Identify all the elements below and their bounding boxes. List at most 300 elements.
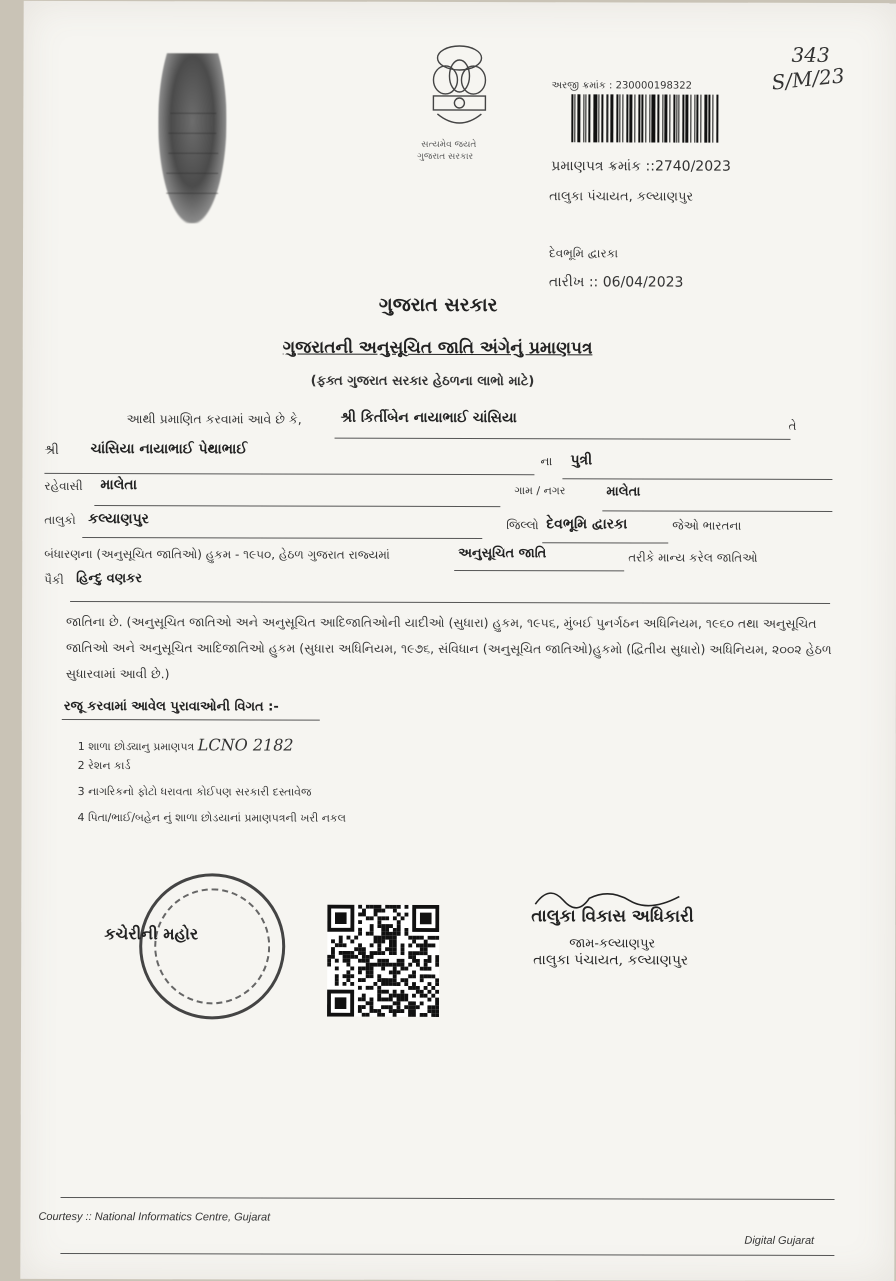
qr-module xyxy=(377,1013,381,1017)
qr-module xyxy=(412,951,416,955)
qr-module xyxy=(362,978,366,982)
barcode-bar xyxy=(708,95,710,143)
qr-module xyxy=(335,978,339,982)
qr-module xyxy=(428,955,432,959)
qr-module xyxy=(331,955,335,959)
national-emblem xyxy=(415,42,503,164)
barcode-bar xyxy=(641,94,643,142)
qr-module xyxy=(381,936,385,940)
qr-module xyxy=(385,990,389,994)
qr-module xyxy=(385,932,389,936)
barcode-bar xyxy=(669,95,670,143)
qr-module xyxy=(431,974,435,978)
qr-module xyxy=(366,970,370,974)
qr-module xyxy=(358,967,362,971)
signatory-office: તાલુકા પંચાયત, કલ્યાણપુર xyxy=(533,952,688,968)
qr-module xyxy=(335,943,339,947)
district-line xyxy=(542,542,668,543)
caste-value: હિન્દુ વણકર xyxy=(76,571,142,586)
qr-module xyxy=(377,920,381,924)
qr-module xyxy=(362,1013,366,1017)
qr-module xyxy=(385,978,389,982)
qr-module xyxy=(370,943,374,947)
qr-module xyxy=(389,932,393,936)
barcode-bar xyxy=(598,94,599,142)
qr-module xyxy=(412,936,416,940)
india-label: જેઓ ભારતના xyxy=(672,519,741,534)
qr-module xyxy=(358,947,362,951)
qr-module xyxy=(346,970,350,974)
qr-module xyxy=(327,955,331,959)
qr-module xyxy=(393,932,397,936)
qr-module xyxy=(416,944,420,948)
qr-module xyxy=(389,998,393,1002)
shri-label: શ્રી xyxy=(44,443,58,458)
qr-module xyxy=(408,951,412,955)
qr-module xyxy=(420,951,424,955)
qr-module xyxy=(370,967,374,971)
qr-module xyxy=(354,955,358,959)
qr-module xyxy=(400,978,404,982)
qr-module xyxy=(431,944,435,948)
qr-module xyxy=(377,909,381,913)
emblem-icon xyxy=(415,42,503,142)
qr-module xyxy=(420,936,424,940)
qr-module xyxy=(370,974,374,978)
evidence-item-number: 1 xyxy=(78,740,85,753)
qr-module xyxy=(416,936,420,940)
qr-module xyxy=(404,994,408,998)
qr-module xyxy=(381,916,385,920)
qr-module xyxy=(412,1009,416,1013)
qr-module xyxy=(350,967,354,971)
qr-module xyxy=(381,982,385,986)
qr-module xyxy=(397,970,401,974)
qr-module xyxy=(381,1005,385,1009)
taluka-line xyxy=(82,537,482,539)
signatory-title: તાલુકા વિકાસ અધિકારી xyxy=(531,906,694,926)
taluka-value: કલ્યાણપુર xyxy=(88,511,149,527)
qr-module xyxy=(346,955,350,959)
qr-module xyxy=(370,951,374,955)
qr-module xyxy=(362,994,366,998)
qr-module xyxy=(362,947,366,951)
qr-module xyxy=(412,940,416,944)
qr-module xyxy=(397,1005,401,1009)
qr-module xyxy=(346,974,350,978)
qr-module xyxy=(389,1005,393,1009)
qr-module xyxy=(350,955,354,959)
qr-module xyxy=(435,1001,439,1005)
qr-module xyxy=(428,974,432,978)
qr-module xyxy=(408,1005,412,1009)
qr-module xyxy=(431,936,435,940)
qr-module xyxy=(339,936,343,940)
qr-module xyxy=(393,947,397,951)
qr-module xyxy=(358,986,362,990)
qr-module xyxy=(397,905,401,909)
qr-module xyxy=(366,959,370,963)
qr-module xyxy=(393,1001,397,1005)
qr-module xyxy=(404,967,408,971)
qr-module xyxy=(366,1001,370,1005)
qr-module xyxy=(408,986,412,990)
qr-module xyxy=(428,982,432,986)
qr-module xyxy=(358,1009,362,1013)
qr-module xyxy=(424,1013,428,1017)
evidence-item-text: પિતા/ભાઈ/બહેન નું શાળા છોડયાનાં પ્રમાણપત્રની ખરી નકલ xyxy=(88,811,346,825)
barcode-bar xyxy=(571,94,573,142)
qr-module xyxy=(381,924,385,928)
qr-module xyxy=(416,990,420,994)
qr-module xyxy=(416,951,420,955)
qr-module xyxy=(385,916,389,920)
qr-module xyxy=(412,971,416,975)
qr-module xyxy=(377,978,381,982)
legal-paragraph: જાતિના છે. (અનુસૂચિત જાતિઓ અને અનુસૂચિત આદિજાતિઓની યાદીઓ (સુધારા) હુકમ, ૧૯૫૬, મુંબઈ પુનર્ગઠન અધિનિયમ, ૧૯૬૦ તથા અનુસૂચિત જાતિઓ અને અનુસૂચિત આદિજાતિઓ હુકમ (સુધારા અધિનિયમ, ૧૯૭૬, સંવિધાન (અનુસૂચિત જાતિઓ)હુકમો (દ્વિતીય સુધારો) અધિનિયમ, ૨૦૦૨ હેઠળ સુધારવામાં આવી છે.) xyxy=(66,609,856,689)
qr-module xyxy=(393,928,397,932)
qr-module xyxy=(405,905,409,909)
qr-module xyxy=(374,936,378,940)
qr-module xyxy=(397,1001,401,1005)
evidence-item-text: નાગરિકનો ફોટો ધરાવતા કોઈપણ સરકારી દસ્તાવેજ xyxy=(88,785,311,799)
applicant-name-line xyxy=(335,438,791,440)
qr-module xyxy=(420,978,424,982)
qr-module xyxy=(370,1001,374,1005)
qr-module xyxy=(428,959,432,963)
barcode-bar xyxy=(620,94,621,142)
qr-module xyxy=(424,986,428,990)
qr-module xyxy=(377,947,381,951)
qr-module xyxy=(389,905,393,909)
qr-module xyxy=(381,909,385,913)
qr-module xyxy=(354,947,358,951)
qr-module xyxy=(393,1009,397,1013)
qr-module xyxy=(427,1005,431,1009)
qr-module xyxy=(401,967,405,971)
qr-module xyxy=(397,998,401,1002)
qr-module xyxy=(366,955,370,959)
qr-module xyxy=(393,978,397,982)
qr-module xyxy=(389,963,393,967)
application-number-value: 230000198322 xyxy=(616,80,692,91)
evidence-item xyxy=(78,811,347,826)
certificate-number-label: પ્રમાણપત્ર ક્રમાંક xyxy=(551,158,641,174)
qr-module xyxy=(389,936,393,940)
qr-module xyxy=(385,982,389,986)
qr-module xyxy=(346,951,350,955)
qr-module xyxy=(408,974,412,978)
qr-module xyxy=(358,932,362,936)
qr-module xyxy=(358,951,362,955)
qr-module xyxy=(385,928,389,932)
qr-module xyxy=(381,959,385,963)
qr-module xyxy=(424,959,428,963)
qr-module xyxy=(404,928,408,932)
qr-module xyxy=(374,905,378,909)
qr-module xyxy=(408,1013,412,1017)
qr-module xyxy=(335,982,339,986)
village-value: માલેતા xyxy=(606,484,640,499)
qr-module xyxy=(420,990,424,994)
qr-module xyxy=(431,1005,435,1009)
resident-value: માલેતા xyxy=(100,477,137,493)
qr-module xyxy=(377,951,381,955)
evidence-item-number: 2 xyxy=(78,759,85,772)
qr-module xyxy=(405,913,409,917)
qr-module xyxy=(416,959,420,963)
qr-module xyxy=(335,966,339,970)
barcode-bar xyxy=(577,94,580,142)
village-line xyxy=(602,510,832,512)
qr-module xyxy=(393,994,397,998)
qr-module xyxy=(401,951,405,955)
evidence-item-number: 3 xyxy=(78,785,85,798)
qr-module xyxy=(435,990,439,994)
qr-module xyxy=(335,912,347,924)
qr-module xyxy=(370,905,374,909)
qr-module xyxy=(370,928,374,932)
qr-module xyxy=(397,932,401,936)
qr-module xyxy=(420,967,424,971)
certificate-number-value: ::2740/2023 xyxy=(646,158,731,174)
qr-module xyxy=(377,986,381,990)
barcode-bar xyxy=(697,95,699,143)
qr-module xyxy=(335,997,347,1009)
qr-module xyxy=(331,947,335,951)
qr-module xyxy=(358,997,362,1001)
applicant-name: શ્રી કિર્તીબેન નાયાભાઈ ચાંસિયા xyxy=(341,410,517,426)
qr-module xyxy=(373,1009,377,1013)
qr-module xyxy=(346,959,350,963)
barcode-bar xyxy=(638,94,640,142)
qr-module xyxy=(362,1005,366,1009)
emblem-caption-motto: સત્યમેવ જયતે xyxy=(421,140,476,150)
qr-module xyxy=(358,920,362,924)
resident-line xyxy=(94,505,500,507)
qr-module xyxy=(435,998,439,1002)
qr-module xyxy=(431,986,435,990)
father-name: ચાંસિયા નાયાભાઈ પેથાભાઈ xyxy=(90,441,247,457)
qr-module xyxy=(389,951,393,955)
qr-module xyxy=(377,940,381,944)
barcode-bar xyxy=(676,95,677,143)
qr-module xyxy=(377,990,381,994)
recognized-text: તરીકે માન્ય કરેલ જાતિઓ xyxy=(628,550,757,565)
signatory-stamp-line: જામ-કલ્યાણપુર xyxy=(569,936,655,951)
qr-module xyxy=(397,928,401,932)
qr-module xyxy=(435,936,439,940)
district-label: જિલ્લો xyxy=(506,518,538,533)
qr-module xyxy=(408,963,412,967)
among-label: પૈકી xyxy=(44,573,64,588)
qr-module xyxy=(343,951,347,955)
qr-module xyxy=(424,940,428,944)
qr-module xyxy=(424,967,428,971)
qr-module xyxy=(389,940,393,944)
qr-module xyxy=(389,947,393,951)
qr-module xyxy=(377,1009,381,1013)
qr-module xyxy=(424,951,428,955)
barcode-bar xyxy=(611,94,614,142)
issuer-office: તાલુકા પંચાયત, કલ્યાણપુર xyxy=(549,189,693,204)
qr-module xyxy=(381,928,385,932)
barcode-bar xyxy=(679,95,680,143)
qr-module xyxy=(431,1009,435,1013)
qr-module xyxy=(420,947,424,951)
qr-module xyxy=(377,997,381,1001)
issuer-district: દેવભૂમિ દ્વારકા xyxy=(549,246,618,261)
qr-module xyxy=(350,974,354,978)
barcode-bar xyxy=(662,95,663,143)
qr-module xyxy=(358,959,362,963)
qr-module xyxy=(393,905,397,909)
qr-module xyxy=(381,990,385,994)
barcode-bar xyxy=(588,94,590,142)
evidence-item-text: રેશન કાર્ડ xyxy=(88,759,130,772)
qr-module xyxy=(362,955,366,959)
qr-module xyxy=(435,1013,439,1017)
barcode-bar xyxy=(629,94,632,142)
qr-module xyxy=(401,916,405,920)
caste-category: અનુસૂચિત જાતિ xyxy=(458,546,546,561)
qr-module xyxy=(370,1009,374,1013)
qr-module xyxy=(385,924,389,928)
qr-module xyxy=(435,959,439,963)
qr-module xyxy=(370,970,374,974)
evidence-item-handwriting: LCNO 2182 xyxy=(198,735,294,754)
qr-module xyxy=(412,955,416,959)
qr-module xyxy=(339,939,343,943)
certificate-paper xyxy=(20,1,896,1281)
footer-divider xyxy=(61,1197,835,1200)
barcode-bar xyxy=(700,95,701,143)
qr-module xyxy=(374,909,378,913)
qr-module xyxy=(408,1001,412,1005)
footer-courtesy: Courtesy :: National Informatics Centre, Gujarat xyxy=(38,1211,270,1224)
certificate-date-value: 06/04/2023 xyxy=(603,274,684,290)
qr-module xyxy=(412,1001,416,1005)
qr-module xyxy=(381,978,385,982)
barcode-bar xyxy=(683,95,685,143)
qr-module xyxy=(377,924,381,928)
qr-module xyxy=(393,916,397,920)
qr-module xyxy=(416,963,420,967)
evidence-item xyxy=(78,759,131,773)
barcode-bar xyxy=(686,95,689,143)
qr-module xyxy=(385,997,389,1001)
qr-module xyxy=(404,932,408,936)
qr-module xyxy=(412,1005,416,1009)
qr-module xyxy=(366,932,370,936)
relation-line xyxy=(562,478,832,480)
qr-module xyxy=(335,974,339,978)
qr-module xyxy=(366,967,370,971)
qr-module xyxy=(378,905,382,909)
qr-module xyxy=(393,940,397,944)
qr-module xyxy=(431,994,435,998)
qr-module xyxy=(416,986,420,990)
qr-module xyxy=(362,909,366,913)
qr-module xyxy=(347,936,351,940)
qr-module xyxy=(389,994,393,998)
evidence-item xyxy=(78,735,294,755)
qr-module xyxy=(374,913,378,917)
qr-module xyxy=(377,916,381,920)
qr-module xyxy=(346,963,350,967)
village-label: ગામ / નગર xyxy=(514,484,565,498)
qr-module xyxy=(385,936,389,940)
qr-module xyxy=(385,947,389,951)
qr-module xyxy=(381,967,385,971)
qr-module xyxy=(393,967,397,971)
barcode-bar xyxy=(695,95,696,143)
caste-category-line xyxy=(454,570,624,571)
qr-module xyxy=(412,994,416,998)
qr-module xyxy=(327,959,331,963)
qr-module xyxy=(412,982,416,986)
barcode-bar xyxy=(691,95,692,143)
qr-module xyxy=(435,982,439,986)
qr-module xyxy=(431,1013,435,1017)
application-number: અરજી ક્રમાંક : 230000198322 xyxy=(551,80,692,91)
qr-module xyxy=(354,936,358,940)
qr-module xyxy=(393,982,397,986)
barcode-bar xyxy=(593,94,597,142)
barcode-bar xyxy=(657,95,659,143)
qr-module xyxy=(397,924,401,928)
qr-module xyxy=(370,963,374,967)
applicant-photo xyxy=(158,53,226,223)
qr-module xyxy=(381,951,385,955)
qr-module xyxy=(389,978,393,982)
barcode-bar xyxy=(664,95,667,143)
qr-module xyxy=(428,944,432,948)
qr-module xyxy=(427,990,431,994)
barcode-bar xyxy=(634,94,635,142)
father-name-line xyxy=(44,473,534,475)
qr-module xyxy=(404,998,408,1002)
qr-module xyxy=(381,940,385,944)
evidence-heading: રજૂ કરવામાં આવેલ પુરાવાઓની વિગત :- xyxy=(64,699,279,715)
qr-module xyxy=(366,905,370,909)
barcode-bar xyxy=(716,95,718,143)
qr-module xyxy=(385,1005,389,1009)
qr-module xyxy=(377,943,381,947)
qr-module xyxy=(435,1009,439,1013)
qr-module xyxy=(435,955,439,959)
taluka-label: તાલુકો xyxy=(44,513,75,528)
certificate-number xyxy=(551,158,731,174)
qr-module xyxy=(401,963,405,967)
qr-module xyxy=(389,943,393,947)
qr-module xyxy=(335,959,339,963)
qr-module xyxy=(400,990,404,994)
qr-module xyxy=(343,943,347,947)
barcode-bar xyxy=(623,94,624,142)
qr-module xyxy=(385,959,389,963)
qr-module xyxy=(408,955,412,959)
qr-module xyxy=(397,994,401,998)
qr-module xyxy=(343,974,347,978)
qr-module xyxy=(370,986,374,990)
qr-module xyxy=(362,912,366,916)
qr-module xyxy=(435,1005,439,1009)
qr-module xyxy=(366,916,370,920)
qr-module xyxy=(401,943,405,947)
qr-module xyxy=(416,1005,420,1009)
qr-module xyxy=(358,943,362,947)
